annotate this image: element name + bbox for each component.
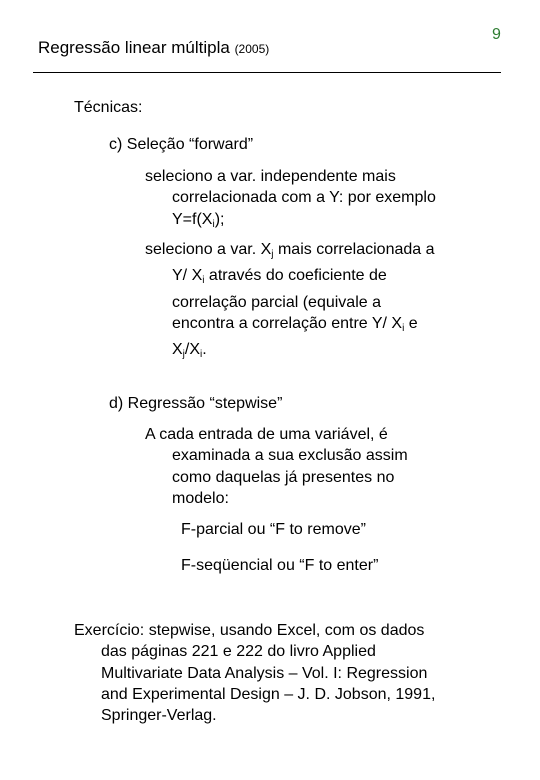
slide-title <box>38 38 269 58</box>
stepwise-line-2: examinada a sua exclusão assim <box>172 447 408 465</box>
forward-heading: c) Seleção “forward” <box>109 136 254 153</box>
stepwise-line-3: como daquelas já presentes no <box>172 468 395 486</box>
title-year: (2005) <box>234 42 270 56</box>
exercise-paragraph <box>74 620 435 726</box>
exercise-line-1: Exercício: stepwise, usando Excel, com os dados <box>74 622 425 639</box>
forward-item-2-line-1: seleciono a var. $X_j$ mais correlacionada a <box>145 241 435 260</box>
f-sequencial-item: F-seqüencial ou “F to enter” <box>181 557 379 574</box>
forward-item-2-line-4: encontra a correlação entre Y/ $X_i$ e <box>172 314 418 334</box>
stepwise-line-4: modelo: <box>172 489 229 507</box>
forward-item-1-line-2: correlacionada com a Y: por exemplo <box>172 189 436 207</box>
forward-item-2-line-2: Y/ $X_i$ através do coeficiente de <box>172 267 387 287</box>
title-main: Regressão linear múltipla <box>38 38 230 57</box>
forward-item-1-line-3: $Y=f(X_i)$; <box>172 210 225 230</box>
forward-item-2-line-5: $X_j/X_i$. <box>172 341 207 361</box>
forward-item-2 <box>145 239 435 365</box>
exercise-line-4: and Experimental Design – J. D. Jobson, 1991, <box>101 685 436 703</box>
page-number: 9 <box>492 26 501 43</box>
exercise-line-5: Springer-Verlag. <box>101 707 217 725</box>
f-parcial-item: F-parcial ou “F to remove” <box>181 521 366 538</box>
forward-item-2-line-3: correlação parcial (equivale a <box>172 293 381 311</box>
forward-item-1 <box>145 166 436 235</box>
title-divider <box>33 72 501 73</box>
stepwise-line-1: A cada entrada de uma variável, é <box>145 426 388 443</box>
stepwise-paragraph <box>145 424 408 509</box>
stepwise-heading: d) Regressão “stepwise” <box>109 395 283 412</box>
exercise-line-3: Multivariate Data Analysis – Vol. I: Regression <box>101 664 428 682</box>
exercise-line-2: das páginas 221 e 222 do livro Applied <box>101 643 376 661</box>
tecnicas-heading: Técnicas: <box>74 99 143 116</box>
forward-item-1-line-1: seleciono a var. independente mais <box>145 168 396 185</box>
